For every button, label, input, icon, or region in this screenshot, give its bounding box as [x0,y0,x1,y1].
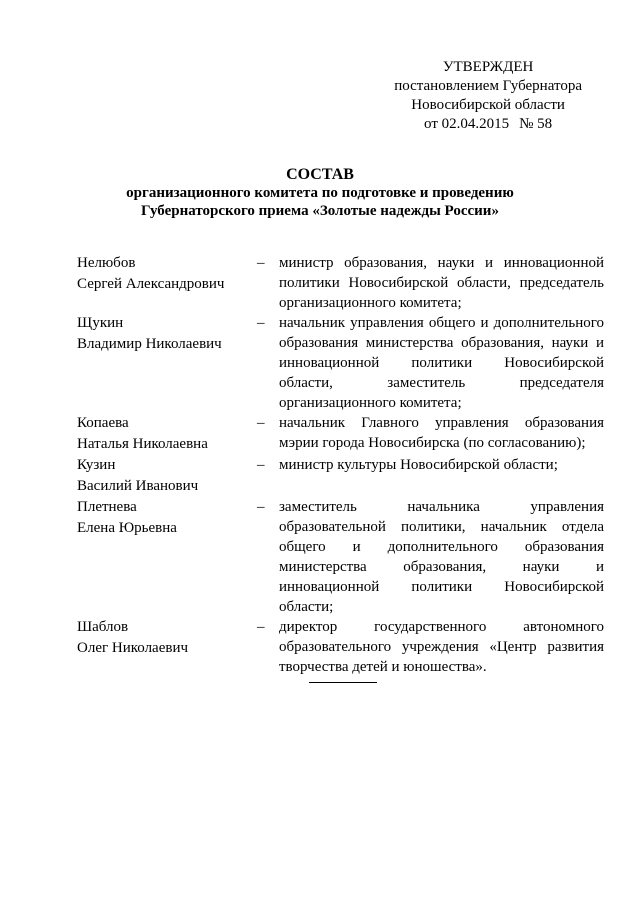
member-given-name: Наталья Николаевна [77,436,208,452]
member-role: директор государственного автономного образовательного учреждения «Центр развития творчества детей и юношества». [279,619,604,675]
member-dash: – [257,315,265,331]
member-role: начальник управления общего и дополнительного образования министерства образования, науки и инновационной политики Новосибирской области, заместитель председателя организационного комитета; [279,315,604,411]
member-dash: – [257,499,265,515]
member-name [77,455,257,497]
member-given-name: Владимир Николаевич [77,336,222,352]
member-name [77,497,257,617]
member-role: начальник Главного управления образования мэрии города Новосибирска (по согласованию); [279,415,604,451]
member-surname: Кузин [77,457,116,473]
member-dash: – [257,255,265,271]
member-name [77,413,257,455]
member-name [77,253,257,313]
member-dash: – [257,457,265,473]
member-row [77,497,604,617]
members-list [77,253,604,677]
title-heading: СОСТАВ [286,166,354,183]
member-given-name: Елена Юрьевна [77,520,177,536]
approval-date-line [394,115,582,134]
member-row [77,313,604,413]
member-given-name: Олег Николаевич [77,640,189,656]
member-row [77,455,604,497]
member-given-name: Сергей Александрович [77,276,225,292]
member-name [77,313,257,413]
document-title [0,166,640,220]
member-surname: Плетнева [77,499,137,515]
approval-number: № 58 [519,116,553,132]
member-row [77,413,604,455]
member-role: министр культуры Новосибирской области; [279,457,558,473]
member-name [77,617,257,677]
approval-decree: постановлением Губернатора [394,78,582,94]
member-row [77,253,604,313]
member-dash: – [257,619,265,635]
member-surname: Шаблов [77,619,129,635]
approval-region: Новосибирской области [411,97,565,113]
member-surname: Нелюбов [77,255,136,271]
member-row [77,617,604,677]
member-role: заместитель начальника управления образовательной политики, начальник отдела общего и дополнительного образования министерства образования, науки и инновационной политики Новосибирской области; [279,499,604,615]
title-line-2: Губернаторского приема «Золотые надежды России» [141,203,499,219]
end-separator-line [309,682,377,683]
member-given-name: Василий Иванович [77,478,199,494]
member-surname: Щукин [77,315,124,331]
title-line-1: организационного комитета по подготовке и проведению [126,185,514,201]
member-dash: – [257,415,265,431]
approval-stamp [394,58,582,134]
member-role: министр образования, науки и инновационной политики Новосибирской области, председатель организационного комитета; [279,255,604,311]
approval-date: от 02.04.2015 [424,116,510,132]
member-surname: Копаева [77,415,129,431]
approval-heading: УТВЕРЖДЕН [442,59,534,75]
